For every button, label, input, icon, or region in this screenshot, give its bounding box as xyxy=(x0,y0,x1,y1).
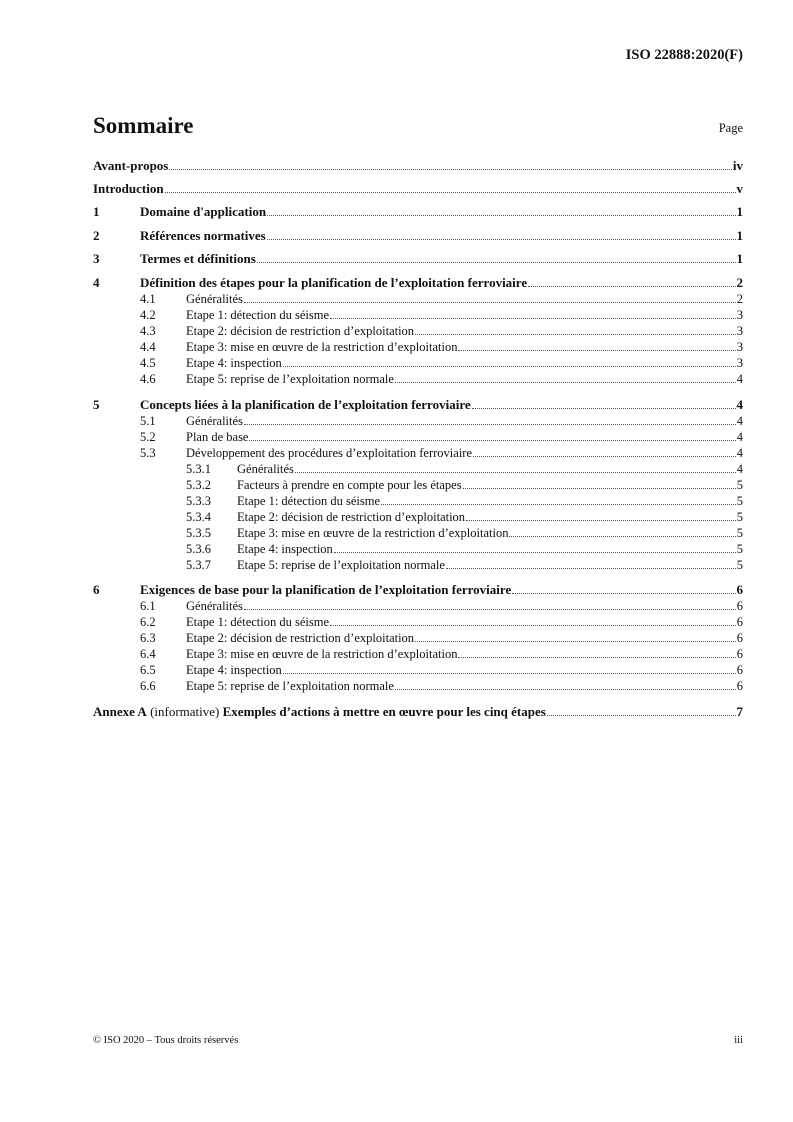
toc-entry-page: 2 xyxy=(736,275,743,290)
dot-leader xyxy=(528,275,735,287)
toc-entry-number: 3 xyxy=(93,251,100,266)
toc-entry-number: 4.1 xyxy=(140,292,156,306)
toc-entry-page: 6 xyxy=(736,582,743,597)
dot-leader xyxy=(334,541,736,553)
toc-entry-title: Généralités xyxy=(237,462,294,476)
toc-entry-number: 4.2 xyxy=(140,308,156,322)
toc-entry-title: Etape 2: décision de restriction d’exploitation xyxy=(237,510,466,524)
toc-entry-title: Etape 3: mise en œuvre de la restriction d’exploitation xyxy=(186,340,458,354)
toc-entry-number: 6 xyxy=(93,582,100,597)
toc-entry-number: 5.2 xyxy=(140,430,156,444)
toc-entry-title: Domaine d'application xyxy=(140,204,267,219)
dot-leader xyxy=(249,429,735,441)
toc-entry-page: v xyxy=(736,181,743,196)
toc-entry-title: Références normatives xyxy=(140,228,266,243)
dot-leader xyxy=(458,339,735,351)
toc-entry-title: Etape 2: décision de restriction d’exploitation xyxy=(186,324,415,338)
toc-entry[interactable] xyxy=(93,275,743,291)
dot-leader xyxy=(244,291,736,303)
toc-entry[interactable] xyxy=(93,541,743,557)
toc-entry[interactable] xyxy=(93,307,743,323)
toc-entry-number: 4.4 xyxy=(140,340,156,354)
toc-entry-title: Termes et définitions xyxy=(140,251,256,266)
toc-entry-title: Généralités xyxy=(186,414,243,428)
toc-entry-number: 5.3 xyxy=(140,446,156,460)
toc-entry[interactable] xyxy=(93,339,743,355)
toc-entry-title: Plan de base xyxy=(186,430,249,444)
toc-entry-page: 5 xyxy=(736,542,743,556)
dot-leader xyxy=(165,181,736,193)
toc-entry-title: Etape 3: mise en œuvre de la restriction d’exploitation xyxy=(186,647,458,661)
toc-entry-title: Etape 5: reprise de l’exploitation normale xyxy=(237,558,445,572)
toc-entry[interactable] xyxy=(93,158,743,174)
toc-entry[interactable] xyxy=(93,461,743,477)
toc-entry-number: 2 xyxy=(93,228,100,243)
toc-entry-number: 4.5 xyxy=(140,356,156,370)
footer-page-number: iii xyxy=(734,1035,743,1046)
toc-entry-title: Etape 5: reprise de l’exploitation normale xyxy=(186,679,394,693)
toc-entry-page: 3 xyxy=(736,308,743,322)
dot-leader xyxy=(267,204,735,216)
toc-entry[interactable] xyxy=(93,413,743,429)
dot-leader xyxy=(244,413,736,425)
toc-entry[interactable] xyxy=(93,477,743,493)
toc-entry-title: Avant-propos xyxy=(93,158,169,173)
toc-entry-page: 3 xyxy=(736,340,743,354)
footer-copyright: © ISO 2020 – Tous droits réservés xyxy=(93,1035,239,1046)
toc-entry-page: 5 xyxy=(736,558,743,572)
toc-entry-page: 1 xyxy=(736,228,743,243)
toc-entry[interactable] xyxy=(93,251,743,267)
toc-entry-page: 5 xyxy=(736,510,743,524)
toc-entry[interactable] xyxy=(93,323,743,339)
dot-leader xyxy=(381,493,736,505)
toc-entry[interactable] xyxy=(93,493,743,509)
toc-entry[interactable] xyxy=(93,646,743,662)
toc-entry[interactable] xyxy=(93,204,743,220)
toc-entry-number: 6.1 xyxy=(140,599,156,613)
toc-entry-page: 5 xyxy=(736,478,743,492)
toc-entry-number: 6.2 xyxy=(140,615,156,629)
toc-entry-title: Etape 3: mise en œuvre de la restriction d’exploitation xyxy=(237,526,509,540)
toc-entry-page: 5 xyxy=(736,494,743,508)
toc-entry-number: 5.3.7 xyxy=(186,558,211,572)
toc-entry[interactable] xyxy=(93,509,743,525)
toc-entry[interactable] xyxy=(93,582,743,598)
toc-entry-page: 4 xyxy=(736,462,743,476)
dot-leader xyxy=(463,477,736,489)
toc-entry-page: 3 xyxy=(736,324,743,338)
dot-leader xyxy=(547,704,736,716)
toc-entry-title: Généralités xyxy=(186,599,243,613)
toc-entry-number: 1 xyxy=(93,204,100,219)
toc-entry-title: Concepts liées à la planification de l’exploitation ferroviaire xyxy=(140,397,471,412)
toc-entry-number: 5.3.4 xyxy=(186,510,211,524)
toc-entry-page: 4 xyxy=(736,372,743,386)
toc-entry[interactable] xyxy=(93,704,743,720)
toc-entry-number: 4.3 xyxy=(140,324,156,338)
toc-entry-page: 4 xyxy=(736,397,743,412)
toc-entry-number: 6.5 xyxy=(140,663,156,677)
toc-entry[interactable] xyxy=(93,181,743,197)
dot-leader xyxy=(415,630,736,642)
toc-entry[interactable] xyxy=(93,662,743,678)
dot-leader xyxy=(169,158,732,170)
dot-leader xyxy=(512,582,735,594)
toc-entry-title: Etape 1: détection du séisme xyxy=(186,615,330,629)
toc-entry-page: 4 xyxy=(736,446,743,460)
toc-entry-page: iv xyxy=(732,158,743,173)
dot-leader xyxy=(330,307,736,319)
toc-entry-title: Définition des étapes pour la planification de l’exploitation ferroviaire xyxy=(140,275,528,290)
toc-entry-page: 4 xyxy=(736,430,743,444)
toc-entry[interactable] xyxy=(93,429,743,445)
toc-entry[interactable] xyxy=(93,371,743,387)
dot-leader xyxy=(458,646,735,658)
dot-leader xyxy=(395,678,736,690)
toc-entry-number: 5.3.2 xyxy=(186,478,211,492)
toc-entry-number: 6.3 xyxy=(140,631,156,645)
toc-entry-title: Etape 1: détection du séisme xyxy=(237,494,381,508)
dot-leader xyxy=(466,509,736,521)
dot-leader xyxy=(395,371,736,383)
toc-entry[interactable] xyxy=(93,630,743,646)
toc-entry-page: 1 xyxy=(736,251,743,266)
toc-entry[interactable] xyxy=(93,355,743,371)
toc-entry-number: 5.3.1 xyxy=(186,462,211,476)
toc-entry-page: 6 xyxy=(736,599,743,613)
toc-entry-number: 5.3.6 xyxy=(186,542,211,556)
toc-entry[interactable] xyxy=(93,397,743,413)
toc-entry-title: Etape 5: reprise de l’exploitation normale xyxy=(186,372,394,386)
dot-leader xyxy=(257,251,736,263)
dot-leader xyxy=(330,614,736,626)
toc-entry-page: 3 xyxy=(736,356,743,370)
toc-entry[interactable] xyxy=(93,445,743,461)
toc-entry-page: 6 xyxy=(736,615,743,629)
toc-entry-page: 6 xyxy=(736,647,743,661)
toc-entry-page: 2 xyxy=(736,292,743,306)
toc-entry[interactable] xyxy=(93,557,743,573)
dot-leader xyxy=(446,557,736,569)
toc-entry-title: Etape 2: décision de restriction d’exploitation xyxy=(186,631,415,645)
toc-entry-page: 6 xyxy=(736,679,743,693)
toc-entry[interactable] xyxy=(93,291,743,307)
dot-leader xyxy=(267,228,736,240)
toc-entry-note: (informative) xyxy=(146,704,223,719)
dot-leader xyxy=(509,525,735,537)
toc-entry-number: 5.3.3 xyxy=(186,494,211,508)
dot-leader xyxy=(473,445,736,457)
toc-entry-title: Etape 4: inspection xyxy=(237,542,333,556)
toc-entry-number: Annexe A xyxy=(93,704,147,719)
toc-entry-title: Exemples d’actions à mettre en œuvre pour les cinq étapes xyxy=(222,704,546,719)
page-title: Sommaire xyxy=(93,113,194,138)
toc-entry-number: 4 xyxy=(93,275,100,290)
dot-leader xyxy=(472,397,736,409)
dot-leader xyxy=(415,323,736,335)
dot-leader xyxy=(283,355,736,367)
toc-entry-title: Etape 1: détection du séisme xyxy=(186,308,330,322)
page-column-label: Page xyxy=(718,121,743,135)
dot-leader xyxy=(295,461,736,473)
toc-entry-page: 5 xyxy=(736,526,743,540)
toc-entry-page: 6 xyxy=(736,631,743,645)
toc-entry-title: Etape 4: inspection xyxy=(186,356,282,370)
toc-entry-page: 1 xyxy=(736,204,743,219)
toc-entry-number: 5.1 xyxy=(140,414,156,428)
toc-entry-title: Etape 4: inspection xyxy=(186,663,282,677)
toc-entry[interactable] xyxy=(93,228,743,244)
toc-entry[interactable] xyxy=(93,598,743,614)
toc-entry-page: 6 xyxy=(736,663,743,677)
toc-entry[interactable] xyxy=(93,525,743,541)
toc-entry-title: Généralités xyxy=(186,292,243,306)
toc-entry-page: 7 xyxy=(736,704,743,719)
toc-entry-title: Exigences de base pour la planification de l’exploitation ferroviaire xyxy=(140,582,512,597)
toc-entry-number: 5.3.5 xyxy=(186,526,211,540)
document-id: ISO 22888:2020(F) xyxy=(625,47,743,63)
toc-entry-title: Introduction xyxy=(93,181,164,196)
toc-entry-number: 5 xyxy=(93,397,100,412)
toc-entry[interactable] xyxy=(93,678,743,694)
toc-entry-number: 6.6 xyxy=(140,679,156,693)
toc-entry-title: Facteurs à prendre en compte pour les étapes xyxy=(237,478,462,492)
toc-entry-number: 4.6 xyxy=(140,372,156,386)
toc-entry-page: 4 xyxy=(736,414,743,428)
toc-entry-number: 6.4 xyxy=(140,647,156,661)
toc-entry-title: Développement des procédures d’exploitation ferroviaire xyxy=(186,446,472,460)
dot-leader xyxy=(244,598,736,610)
dot-leader xyxy=(283,662,736,674)
toc-entry[interactable] xyxy=(93,614,743,630)
